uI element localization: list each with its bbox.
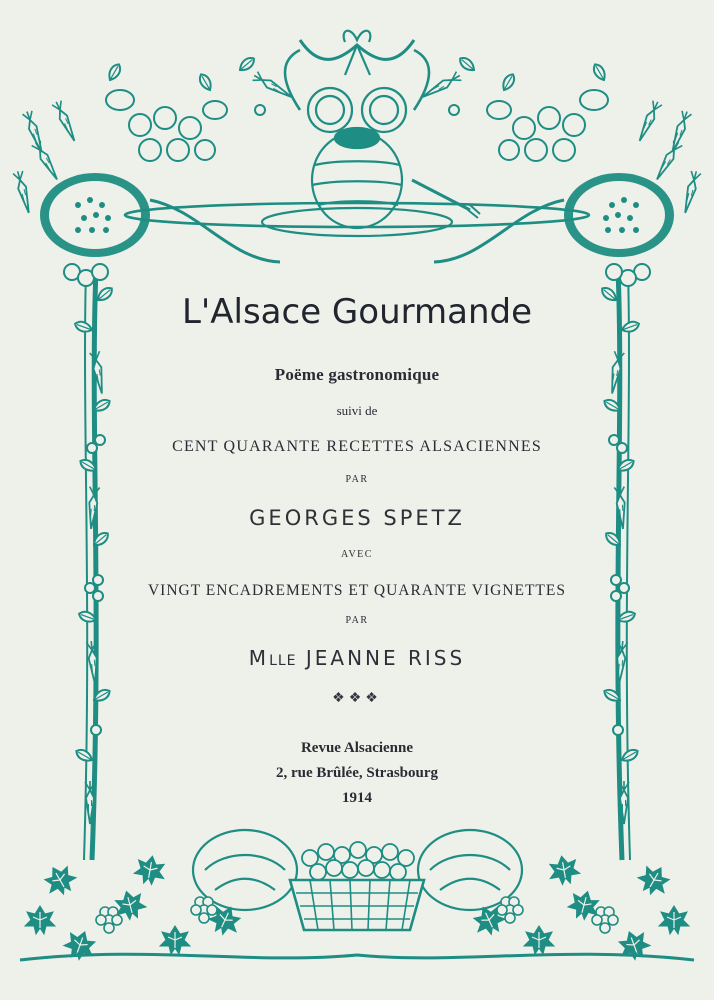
vegetable-cluster-right bbox=[487, 62, 701, 286]
book-title: L'Alsace Gourmande bbox=[181, 292, 533, 332]
title-prefix-small: LLE bbox=[269, 653, 297, 669]
with-text: AVEC bbox=[341, 549, 373, 560]
title-prefix: M bbox=[248, 646, 270, 670]
publication-year: 1914 bbox=[342, 790, 372, 806]
by-text: PAR bbox=[345, 474, 369, 485]
illustrations-line: VINGT ENCADREMENTS ET QUARANTE VIGNETTES bbox=[147, 582, 566, 599]
subtitle: Poëme gastronomique bbox=[274, 365, 440, 384]
publisher-name: Revue Alsacienne bbox=[300, 740, 414, 756]
author-name: GEORGES SPETZ bbox=[249, 506, 465, 530]
recipes-line: CENT QUARANTE RECETTES ALSACIENNES bbox=[172, 438, 542, 455]
vegetable-cluster-left bbox=[13, 62, 227, 286]
illustrator-name bbox=[0, 646, 714, 670]
by-text-2: PAR bbox=[345, 615, 369, 626]
basket-bottom bbox=[193, 830, 522, 930]
followed-by-text: suivi de bbox=[336, 403, 378, 418]
publisher-address: 2, rue Brûlée, Strasbourg bbox=[275, 765, 439, 781]
ornament-divider: ❖❖❖ bbox=[332, 691, 382, 706]
illustrator-fullname: JEANNE RISS bbox=[305, 646, 466, 670]
